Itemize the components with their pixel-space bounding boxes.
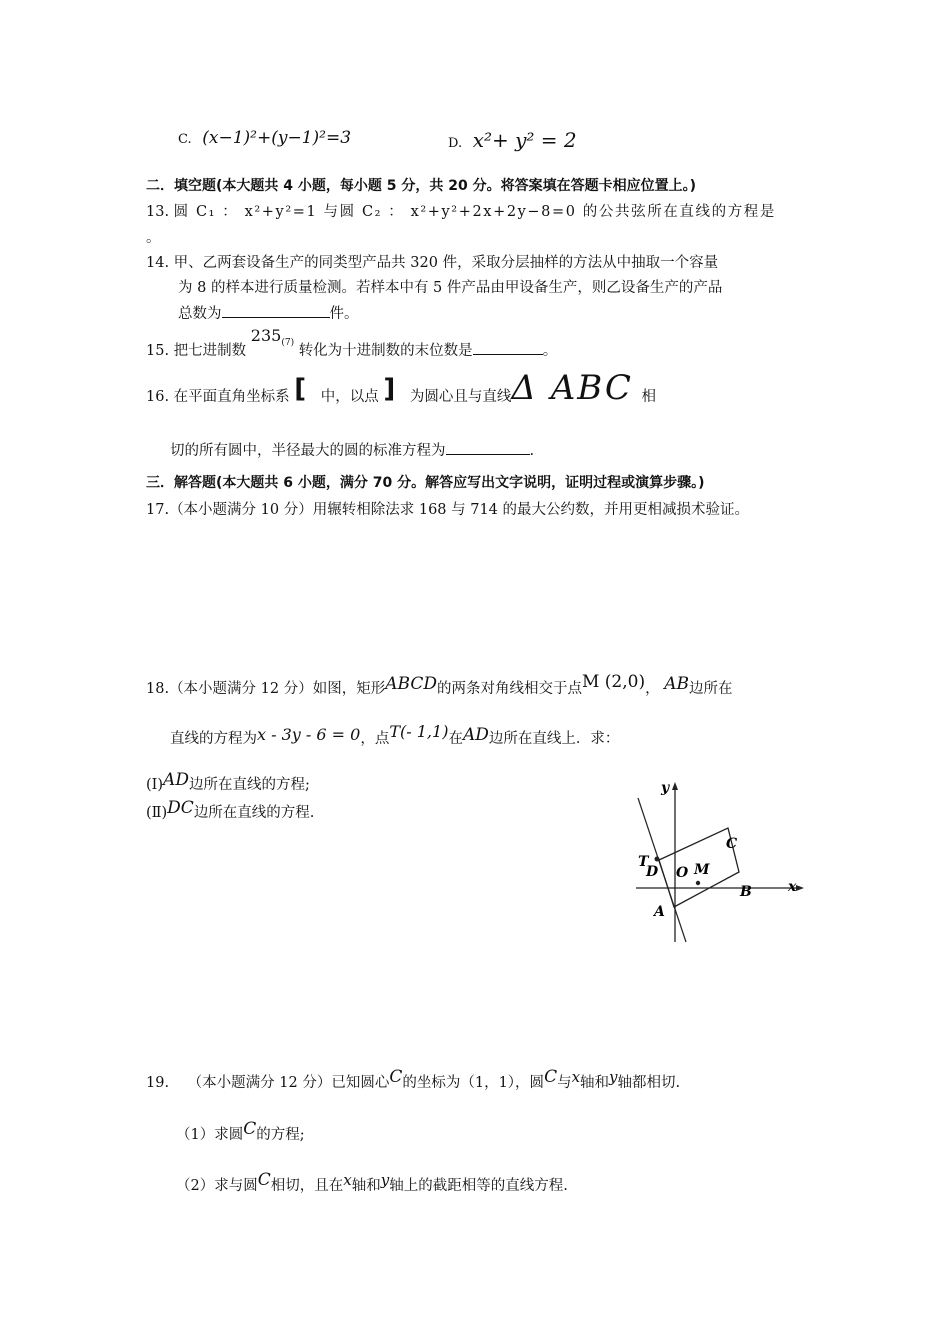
q16-text-a: 在平面直角坐标系 <box>173 389 290 405</box>
q16-text-c: 为圆心且与直线 <box>409 389 512 405</box>
q18-part1-ad: AD <box>163 770 189 790</box>
option-d-expr: x²+ y² = 2 <box>472 128 577 152</box>
q16-text-d: 相 <box>641 389 657 405</box>
q15-text-b: 转化为十进制数的末位数是 <box>298 343 473 359</box>
question-17 <box>146 500 749 520</box>
q13-number: 13. <box>146 204 170 220</box>
q18-part1-label: (Ⅰ) <box>146 777 164 793</box>
q18-ab: AB <box>664 674 689 694</box>
q18-number: 18. <box>146 681 170 697</box>
question-16 <box>146 368 657 408</box>
option-d <box>448 130 577 154</box>
q18-ad: AD <box>462 725 489 745</box>
q16-line2 <box>170 440 534 461</box>
q19-x: x <box>571 1068 581 1086</box>
q18-part-1 <box>146 770 310 795</box>
figure-label-x: x <box>788 879 797 895</box>
q19-part-1 <box>176 1119 305 1145</box>
q19-part2-c2: 轴和 <box>351 1178 381 1194</box>
q18-text-a: （本小题满分 12 分）如图，矩形 <box>169 681 386 697</box>
q19-part-2 <box>176 1170 568 1196</box>
q14-line2: 为 8 的样本进行质量检测。若样本中有 5 件产品由甲设备生产，则乙设备生产的产品 <box>178 280 723 296</box>
q19-text-e: 轴都相切. <box>617 1075 681 1091</box>
q16-number: 16. <box>146 389 170 405</box>
option-c <box>178 128 351 150</box>
q13-text: 圆 C₁ ： x²+y²=1 与圆 C₂ ： x²+y²+2x+2y−8=0 的公共弦所在直线的方程是 <box>173 204 776 220</box>
q16-symbol-right: ] <box>383 374 396 404</box>
q18-part2-text: 边所在直线的方程. <box>193 805 315 821</box>
q16-text-b: 中，以点 <box>320 389 379 405</box>
q16-symbol-triangle: Δ ABC <box>511 368 633 408</box>
q19-part2-x: x <box>343 1171 352 1189</box>
q18-part-2 <box>146 798 315 823</box>
coordinate-figure <box>620 770 820 950</box>
q17-number: 17. <box>146 502 170 518</box>
q14-line3-a: 总数为 <box>178 306 222 322</box>
option-c-expr: (x−1)²+(y−1)²=3 <box>202 128 352 148</box>
question-19 <box>146 1067 681 1093</box>
q14-line1: 甲、乙两套设备生产的同类型产品共 320 件，采取分层抽样的方法从中抽取一个容量 <box>173 255 719 271</box>
q16-symbol-left: [ <box>294 374 307 404</box>
q18-line2-c: 在 <box>448 731 463 747</box>
q18-line2 <box>170 722 620 749</box>
q19-y: y <box>609 1068 618 1086</box>
q13-tail: 。 <box>146 230 161 246</box>
q19-text-c: 与 <box>557 1075 572 1091</box>
figure-label-y: y <box>661 780 670 796</box>
q18-line2-b: ，点 <box>360 731 390 747</box>
q14-answer-blank[interactable] <box>222 303 330 318</box>
q18-point-t: T(- 1,1) <box>389 722 449 741</box>
q15-answer-blank[interactable] <box>473 340 543 355</box>
figure-label-b: B <box>740 884 752 900</box>
figure-label-d: D <box>646 864 659 880</box>
q19-text-b: 的坐标为（1，1），圆 <box>402 1075 545 1091</box>
option-c-label: C. <box>178 132 192 147</box>
q18-part2-label: (Ⅱ) <box>146 805 168 821</box>
q18-text-b: 的两条对角线相交于点 <box>436 681 582 697</box>
q19-part2-a: （2）求与圆 <box>176 1178 258 1194</box>
q18-equation: x - 3y - 6 = 0 <box>257 725 361 744</box>
figure-label-m: M <box>694 862 710 878</box>
q19-number: 19. <box>146 1075 170 1091</box>
q15-text-a: 把七进制数 <box>173 343 247 359</box>
q14-line3-b: 件。 <box>329 306 359 322</box>
q18-line2-d: 边所在直线上．求： <box>488 731 620 747</box>
section-2-title: 二．填空题(本大题共 4 小题，每小题 5 分，共 20 分。将答案填在答题卡相应位置上。) <box>146 178 697 194</box>
q14-number: 14. <box>146 255 170 271</box>
q19-part1-c: C <box>243 1119 257 1139</box>
q18-part2-dc: DC <box>167 798 194 818</box>
q18-point-m: M (2,0) <box>581 672 646 692</box>
q16-line2-b: . <box>529 443 535 459</box>
q18-text-d: 边所在 <box>688 681 733 697</box>
option-d-label: D. <box>448 136 463 151</box>
section-3-title: 三．解答题(本大题共 6 小题，满分 70 分。解答应写出文字说明，证明过程或演算步骤。) <box>146 475 705 491</box>
q19-c2: C <box>544 1067 558 1087</box>
figure-label-c: C <box>726 836 738 852</box>
q19-part2-c: C <box>257 1170 271 1190</box>
q15-number: 15. <box>146 343 170 359</box>
q19-part2-y: y <box>380 1171 390 1189</box>
q19-part1-b: 的方程; <box>256 1127 305 1143</box>
q19-part1-a: （1）求圆 <box>176 1127 244 1143</box>
figure-label-a: A <box>654 904 665 920</box>
q16-line2-a: 切的所有圆中，半径最大的圆的标准方程为 <box>170 443 446 459</box>
q18-abcd: ABCD <box>385 674 437 694</box>
question-13 <box>146 202 776 222</box>
q15-base: (7) <box>281 338 295 348</box>
q14-line3 <box>178 303 359 324</box>
q18-text-c: ， <box>645 681 660 697</box>
q19-text-d: 轴和 <box>580 1075 610 1091</box>
question-14 <box>146 253 718 273</box>
q19-part2-b: 相切，且在 <box>270 1178 344 1194</box>
figure-label-t: T <box>638 854 649 870</box>
question-15 <box>146 326 558 363</box>
q19-c1: C <box>389 1067 403 1087</box>
question-18 <box>146 672 733 699</box>
q16-answer-blank[interactable] <box>446 440 530 455</box>
q15-numeral: 235 <box>250 326 282 345</box>
q18-line2-a: 直线的方程为 <box>170 731 257 747</box>
q18-part1-text: 边所在直线的方程; <box>188 777 310 793</box>
q15-text-c: 。 <box>542 343 558 359</box>
q17-text: （本小题满分 10 分）用辗转相除法求 168 与 714 的最大公约数，并用更相减损术验证。 <box>169 502 750 518</box>
q19-text-a: （本小题满分 12 分）已知圆心 <box>187 1075 390 1091</box>
q19-part2-d: 轴上的截距相等的直线方程. <box>389 1178 568 1194</box>
figure-label-o: O <box>676 865 689 881</box>
